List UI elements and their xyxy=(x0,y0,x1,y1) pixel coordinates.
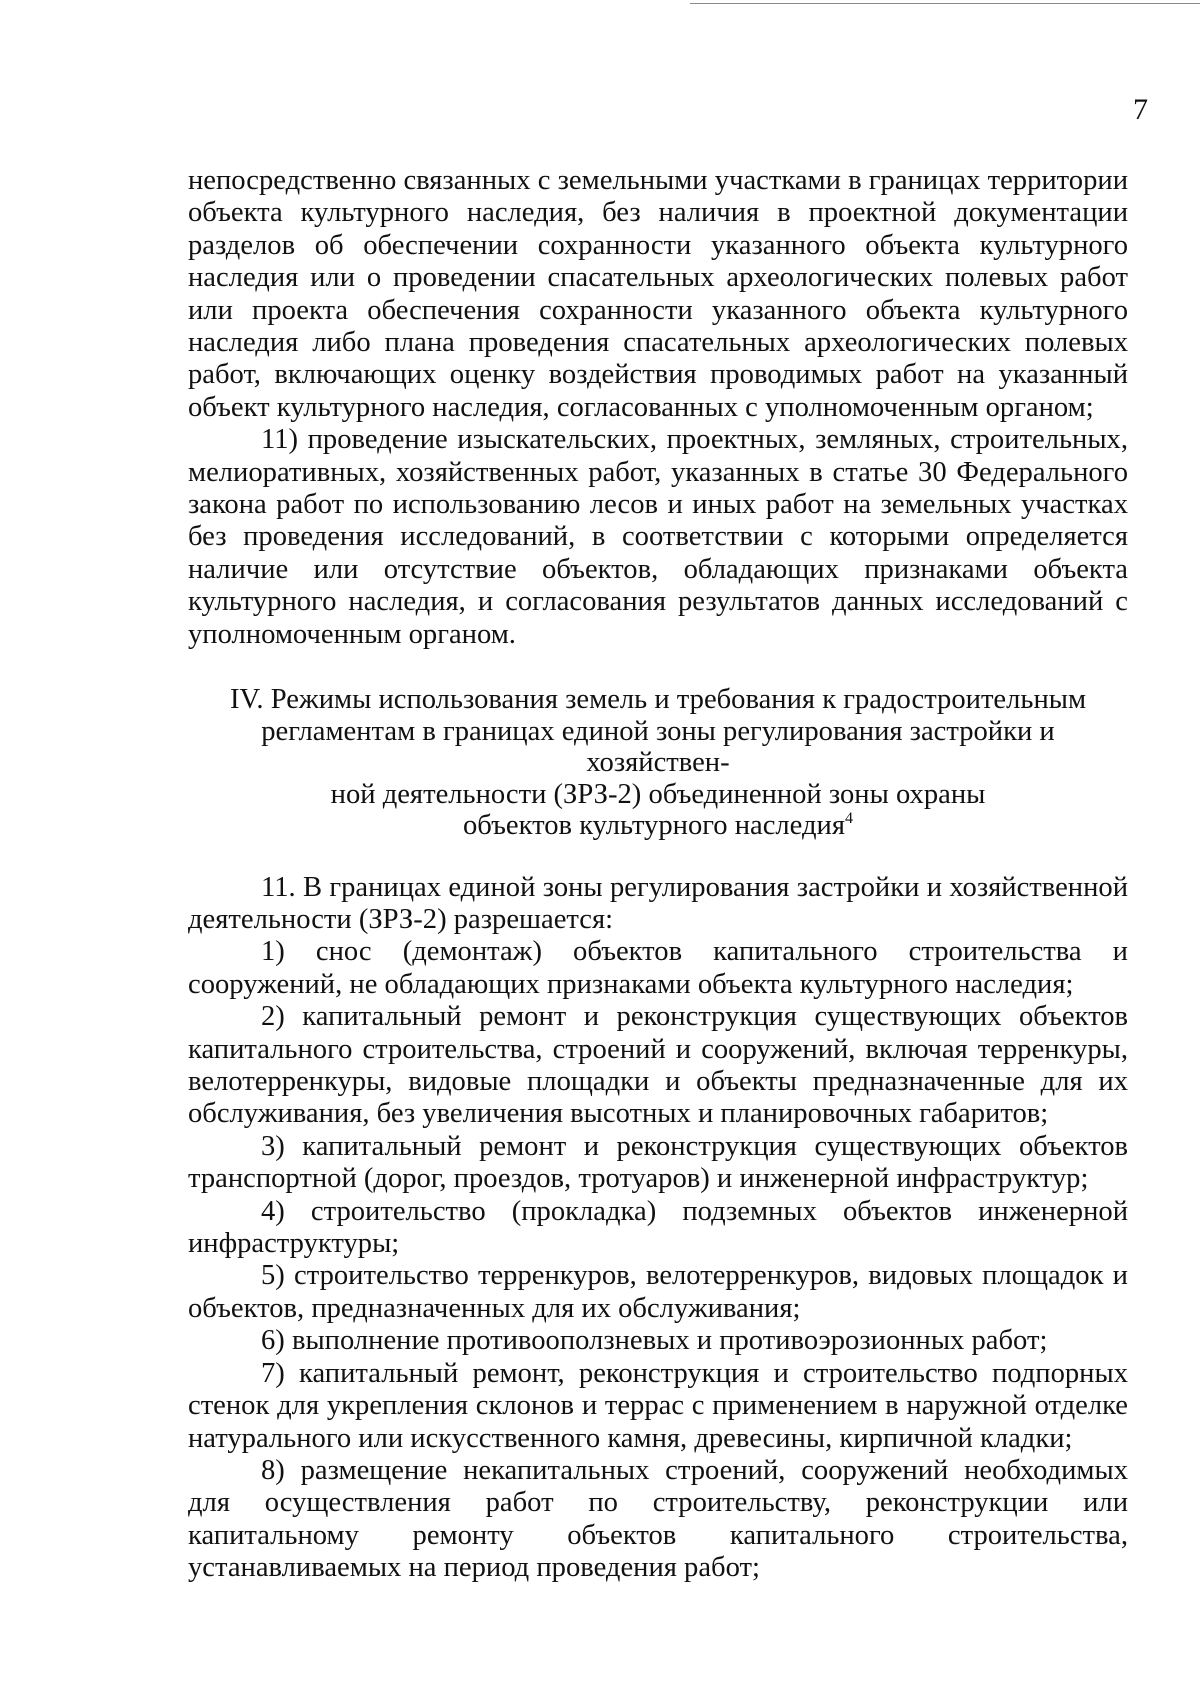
list-item-4: 4) строительство (прокладка) подземных объектов инженерной инфраструктуры; xyxy=(188,1195,1128,1260)
document-body xyxy=(188,165,1128,1585)
list-item-1: 1) снос (демонтаж) объектов капитального строительства и сооружений, не обладающих признаками объекта культурного наследия; xyxy=(188,936,1128,1000)
clause-11: 11. В границах единой зоны регулирования застройки и хозяйственной деятельности (ЗРЗ-2) разрешается: xyxy=(188,871,1128,935)
paragraph-continuation: непосредственно связанных с земельными участками в границах территории объекта культурного наследия, без наличия в проектной документации разделов об обеспечении сохранности указанного объекта культурного наследия или о проведении спасательных археологических полевых работ или проекта обеспечения сохранности указанного объекта культурного наследия либо плана проведения спасательных археологических полевых работ, включающих оценку воздействия проводимых работ на указанный объект культурного наследия, согласованных с уполномоченным органом; xyxy=(188,165,1128,423)
section-heading-text: объектов культурного наследия xyxy=(463,810,845,842)
list-item-5: 5) строительство терренкуров, велотерренкуров, видовых площадок и объектов, предназначенных для их обслуживания; xyxy=(188,1260,1128,1324)
top-scan-rule xyxy=(690,3,1200,4)
section-heading-line: регламентам в границах единой зоны регулирования застройки и хозяйствен- xyxy=(261,715,1055,779)
list-item-8: 8) размещение некапитальных строений, сооружений необходимых для осуществления работ по строительству, реконструкции или капитальному ремонту объектов капитального строительства, устанавливаемых на период проведения работ; xyxy=(188,1454,1128,1584)
page-number: 7 xyxy=(1133,93,1148,126)
footnote-reference: 4 xyxy=(844,810,853,828)
list-item-7: 7) капитальный ремонт, реконструкция и строительство подпорных стенок для укрепления склонов и террас с применением в наружной отделке натурального или искусственного камня, древесины, кирпичной кладки; xyxy=(188,1357,1128,1454)
list-item-2: 2) капитальный ремонт и реконструкция существующих объектов капитального строительства, строений и сооружений, включая терренкуры, велотерренкуры, видовые площадки и объекты предназначенные для их обслуживания, без увеличения высотных и планировочных габаритов; xyxy=(188,1001,1128,1130)
section-heading xyxy=(188,684,1128,842)
section-heading-line: IV. Режимы использования земель и требования к градостроительным xyxy=(229,684,1087,716)
section-heading-line-last xyxy=(188,810,1128,842)
section-heading-line: ной деятельности (ЗРЗ-2) объединенной зоны охраны xyxy=(330,778,986,810)
list-item-11: 11) проведение изыскательских, проектных, земляных, строительных, мелиоративных, хозяйственных работ, указанных в статье 30 Федерального закона работ по использованию лесов и иных работ на земельных участках без проведения исследований, в соответствии с которыми определяется наличие или отсутствие объектов, обладающих признаками объекта культурного наследия, и согласования результатов данных исследований с уполномоченным органом. xyxy=(188,424,1128,650)
list-item-3: 3) капитальный ремонт и реконструкция существующих объектов транспортной (дорог, проездов, тротуаров) и инженерной инфраструктур; xyxy=(188,1130,1128,1195)
list-item-6: 6) выполнение противооползневых и противоэрозионных работ; xyxy=(261,1325,1048,1357)
